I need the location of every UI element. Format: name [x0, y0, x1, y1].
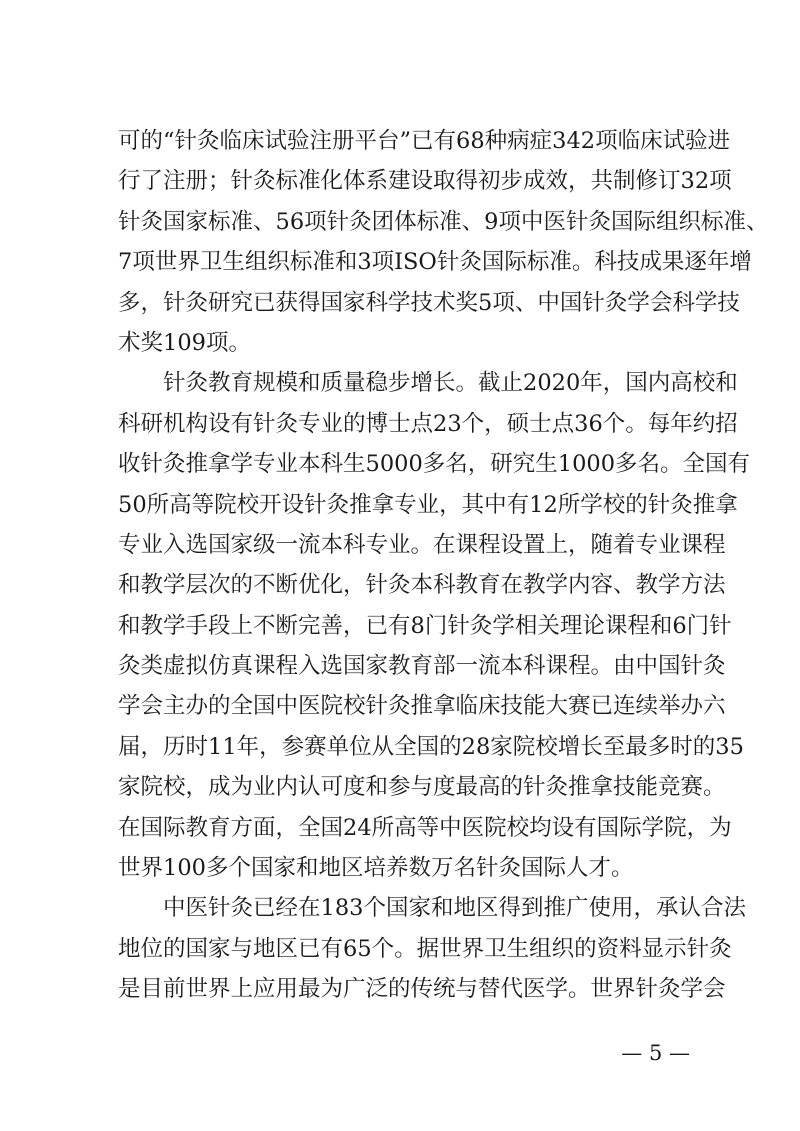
text-line: 届，历时11年，参赛单位从全国的28家院校增长至最多时的35 [118, 733, 744, 760]
page-number: — 5 — [621, 1041, 690, 1065]
paragraph-1 [118, 121, 769, 363]
text-line: 针灸教育规模和质量稳步增长。截止2020年，国内高校和 [163, 370, 738, 397]
text-line: 学会主办的全国中医院校针灸推拿临床技能大赛已连续举办六 [118, 693, 726, 720]
text-line: 50所高等院校开设针灸推拿专业，其中有12所学校的针灸推拿 [118, 491, 738, 518]
text-line: 7项世界卫生组织标准和3项ISO针灸国际标准。科技成果逐年增 [118, 249, 752, 276]
text-line: 中医针灸已经在183个国家和地区得到推广使用，承认合法 [163, 895, 746, 922]
paragraph-2 [118, 363, 751, 888]
text-line: 专业入选国家级一流本科专业。在课程设置上，随着专业课程 [118, 531, 726, 558]
text-line: 行了注册；针灸标准化体系建设取得初步成效，共制修订32项 [118, 168, 732, 195]
paragraph-3 [118, 888, 746, 1009]
text-line: 是目前世界上应用最为广泛的传统与替代医学。世界针灸学会 [118, 976, 726, 1003]
text-line: 在国际教育方面，全国24所高等中医院校均设有国际学院，为 [118, 814, 732, 841]
text-line: 和教学手段上不断完善，已有8门针灸学相关理论课程和6门针 [118, 612, 732, 639]
text-line: 收针灸推拿学专业本科生5000多名，研究生1000多名。全国有 [118, 451, 751, 478]
text-line: 多，针灸研究已获得国家科学技术奖5项、中国针灸学会科学技 [118, 289, 740, 316]
text-line: 地位的国家与地区已有65个。据世界卫生组织的资料显示针灸 [118, 935, 732, 962]
text-line: 可的“针灸临床试验注册平台”已有68种病症342项临床试验进 [118, 128, 731, 154]
text-line: 灸类虚拟仿真课程入选国家教育部一流本科课程。由中国针灸 [118, 653, 726, 680]
text-line: 术奖109项。 [118, 329, 251, 356]
text-line: 世界100多个国家和地区培养数万名针灸国际人才。 [118, 855, 634, 882]
text-line: 和教学层次的不断优化，针灸本科教育在教学内容、教学方法 [118, 572, 726, 599]
text-line: 科研机构设有针灸专业的博士点23个，硕士点36个。每年约招 [118, 410, 738, 437]
document-body [118, 121, 769, 1010]
text-line: 针灸国家标准、56项针灸团体标准、9项中医针灸国际组织标准、 [118, 208, 769, 235]
text-line: 家院校，成为业内认可度和参与度最高的针灸推拿技能竞赛。 [118, 774, 726, 801]
